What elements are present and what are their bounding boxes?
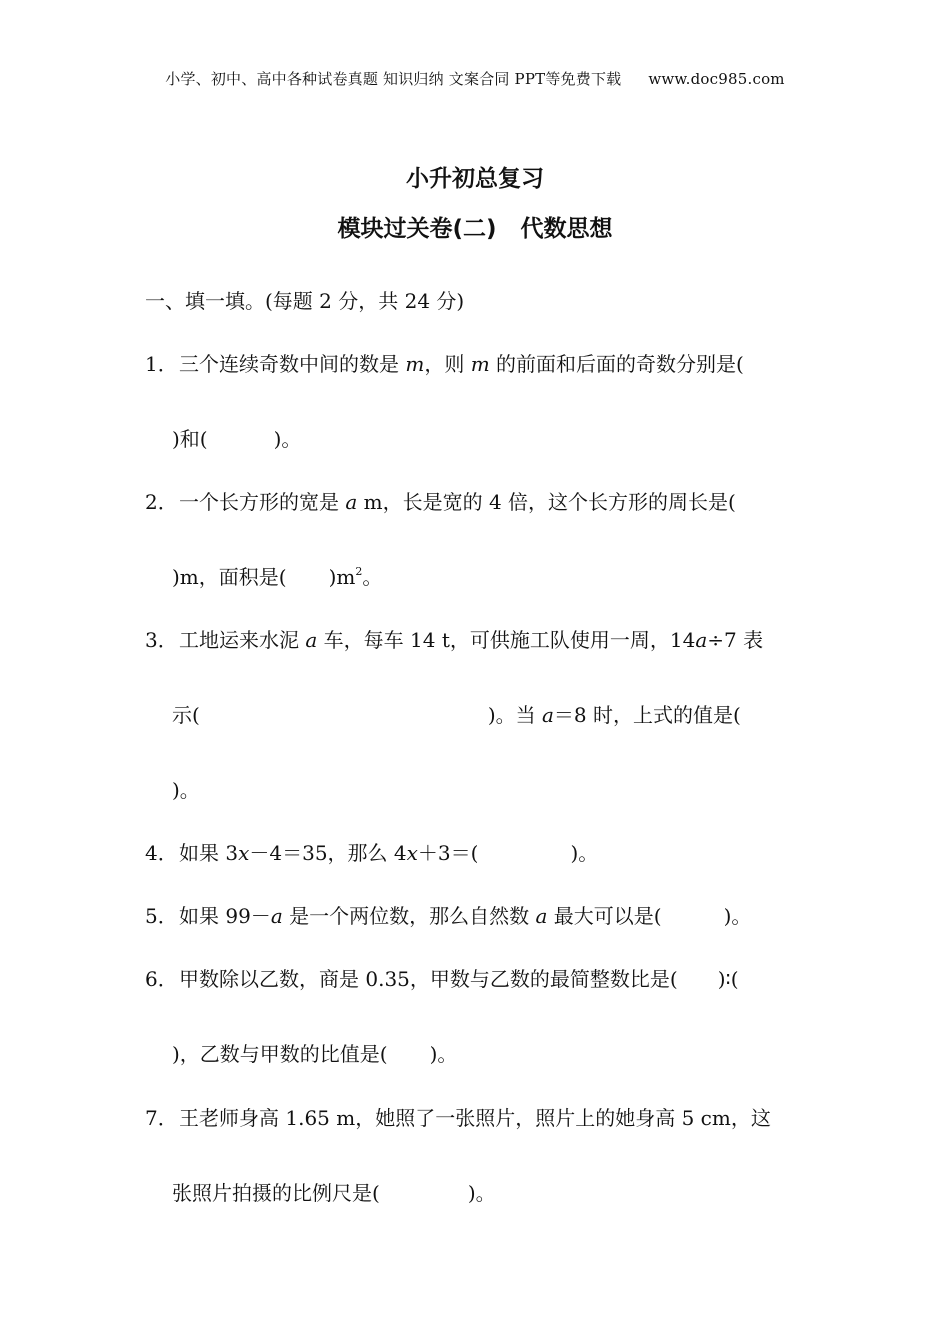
variable: a (345, 490, 358, 514)
variable: x (406, 841, 418, 865)
variable: x (238, 841, 250, 865)
question-6: 6．甲数除以乙数，商是 0.35，甲数与乙数的最简整数比是( )∶( (145, 967, 739, 991)
variable: a (541, 703, 554, 727)
question-number: 3． (145, 628, 178, 652)
superscript: 2 (355, 565, 363, 578)
question-1: 1．三个连续奇数中间的数是 m，则 m 的前面和后面的奇数分别是( (145, 352, 744, 376)
subtitle-topic: 代数思想 (520, 216, 613, 242)
variable: a (535, 904, 548, 928)
variable: m (470, 352, 490, 376)
document-subtitle (0, 210, 950, 243)
question-7: 7．王老师身高 1.65 m，她照了一张照片，照片上的她身高 5 cm，这 (145, 1106, 771, 1130)
question-2-cont: )m，面积是( )$m^2$。 (172, 565, 383, 589)
question-3-cont: 示( )。当 a＝8 时，上式的值是( (172, 703, 741, 727)
variable: a (305, 628, 318, 652)
variable: m (405, 352, 425, 376)
question-5: 5．如果 99－a 是一个两位数，那么自然数 a 最大可以是( )。 (145, 904, 752, 928)
question-3-cont2: )。 (172, 778, 200, 802)
question-7-cont: 张照片拍摄的比例尺是( )。 (172, 1181, 496, 1205)
question-1-cont: )和( )。 (172, 427, 302, 451)
header-url[interactable]: www.doc985.com (648, 70, 785, 88)
question-number: 6． (145, 967, 178, 991)
subtitle-module: 模块过关卷(二) (337, 216, 497, 242)
question-number: 1． (145, 352, 178, 376)
variable: a (695, 628, 708, 652)
section-heading: 一、填一填。(每题 2 分，共 24 分) (145, 289, 465, 313)
question-number: 5． (145, 904, 178, 928)
question-4: 4．如果 3x－4＝35，那么 4x＋3＝( )。 (145, 841, 599, 865)
question-number: 7． (145, 1106, 178, 1130)
question-number: 2． (145, 490, 178, 514)
page-header (0, 68, 950, 89)
document-title: 小升初总复习 (406, 166, 544, 192)
question-2: 2．一个长方形的宽是 a m，长是宽的 4 倍，这个长方形的周长是( (145, 490, 736, 514)
question-3: 3．工地运来水泥 a 车，每车 14 t，可供施工队使用一周，14a÷7 表 (145, 628, 764, 652)
question-6-cont: )，乙数与甲数的比值是( )。 (172, 1042, 458, 1066)
question-number: 4． (145, 841, 178, 865)
variable: a (270, 904, 283, 928)
header-text: 小学、初中、高中各种试卷真题 知识归纳 文案合同 PPT等免费下载 (165, 70, 622, 88)
